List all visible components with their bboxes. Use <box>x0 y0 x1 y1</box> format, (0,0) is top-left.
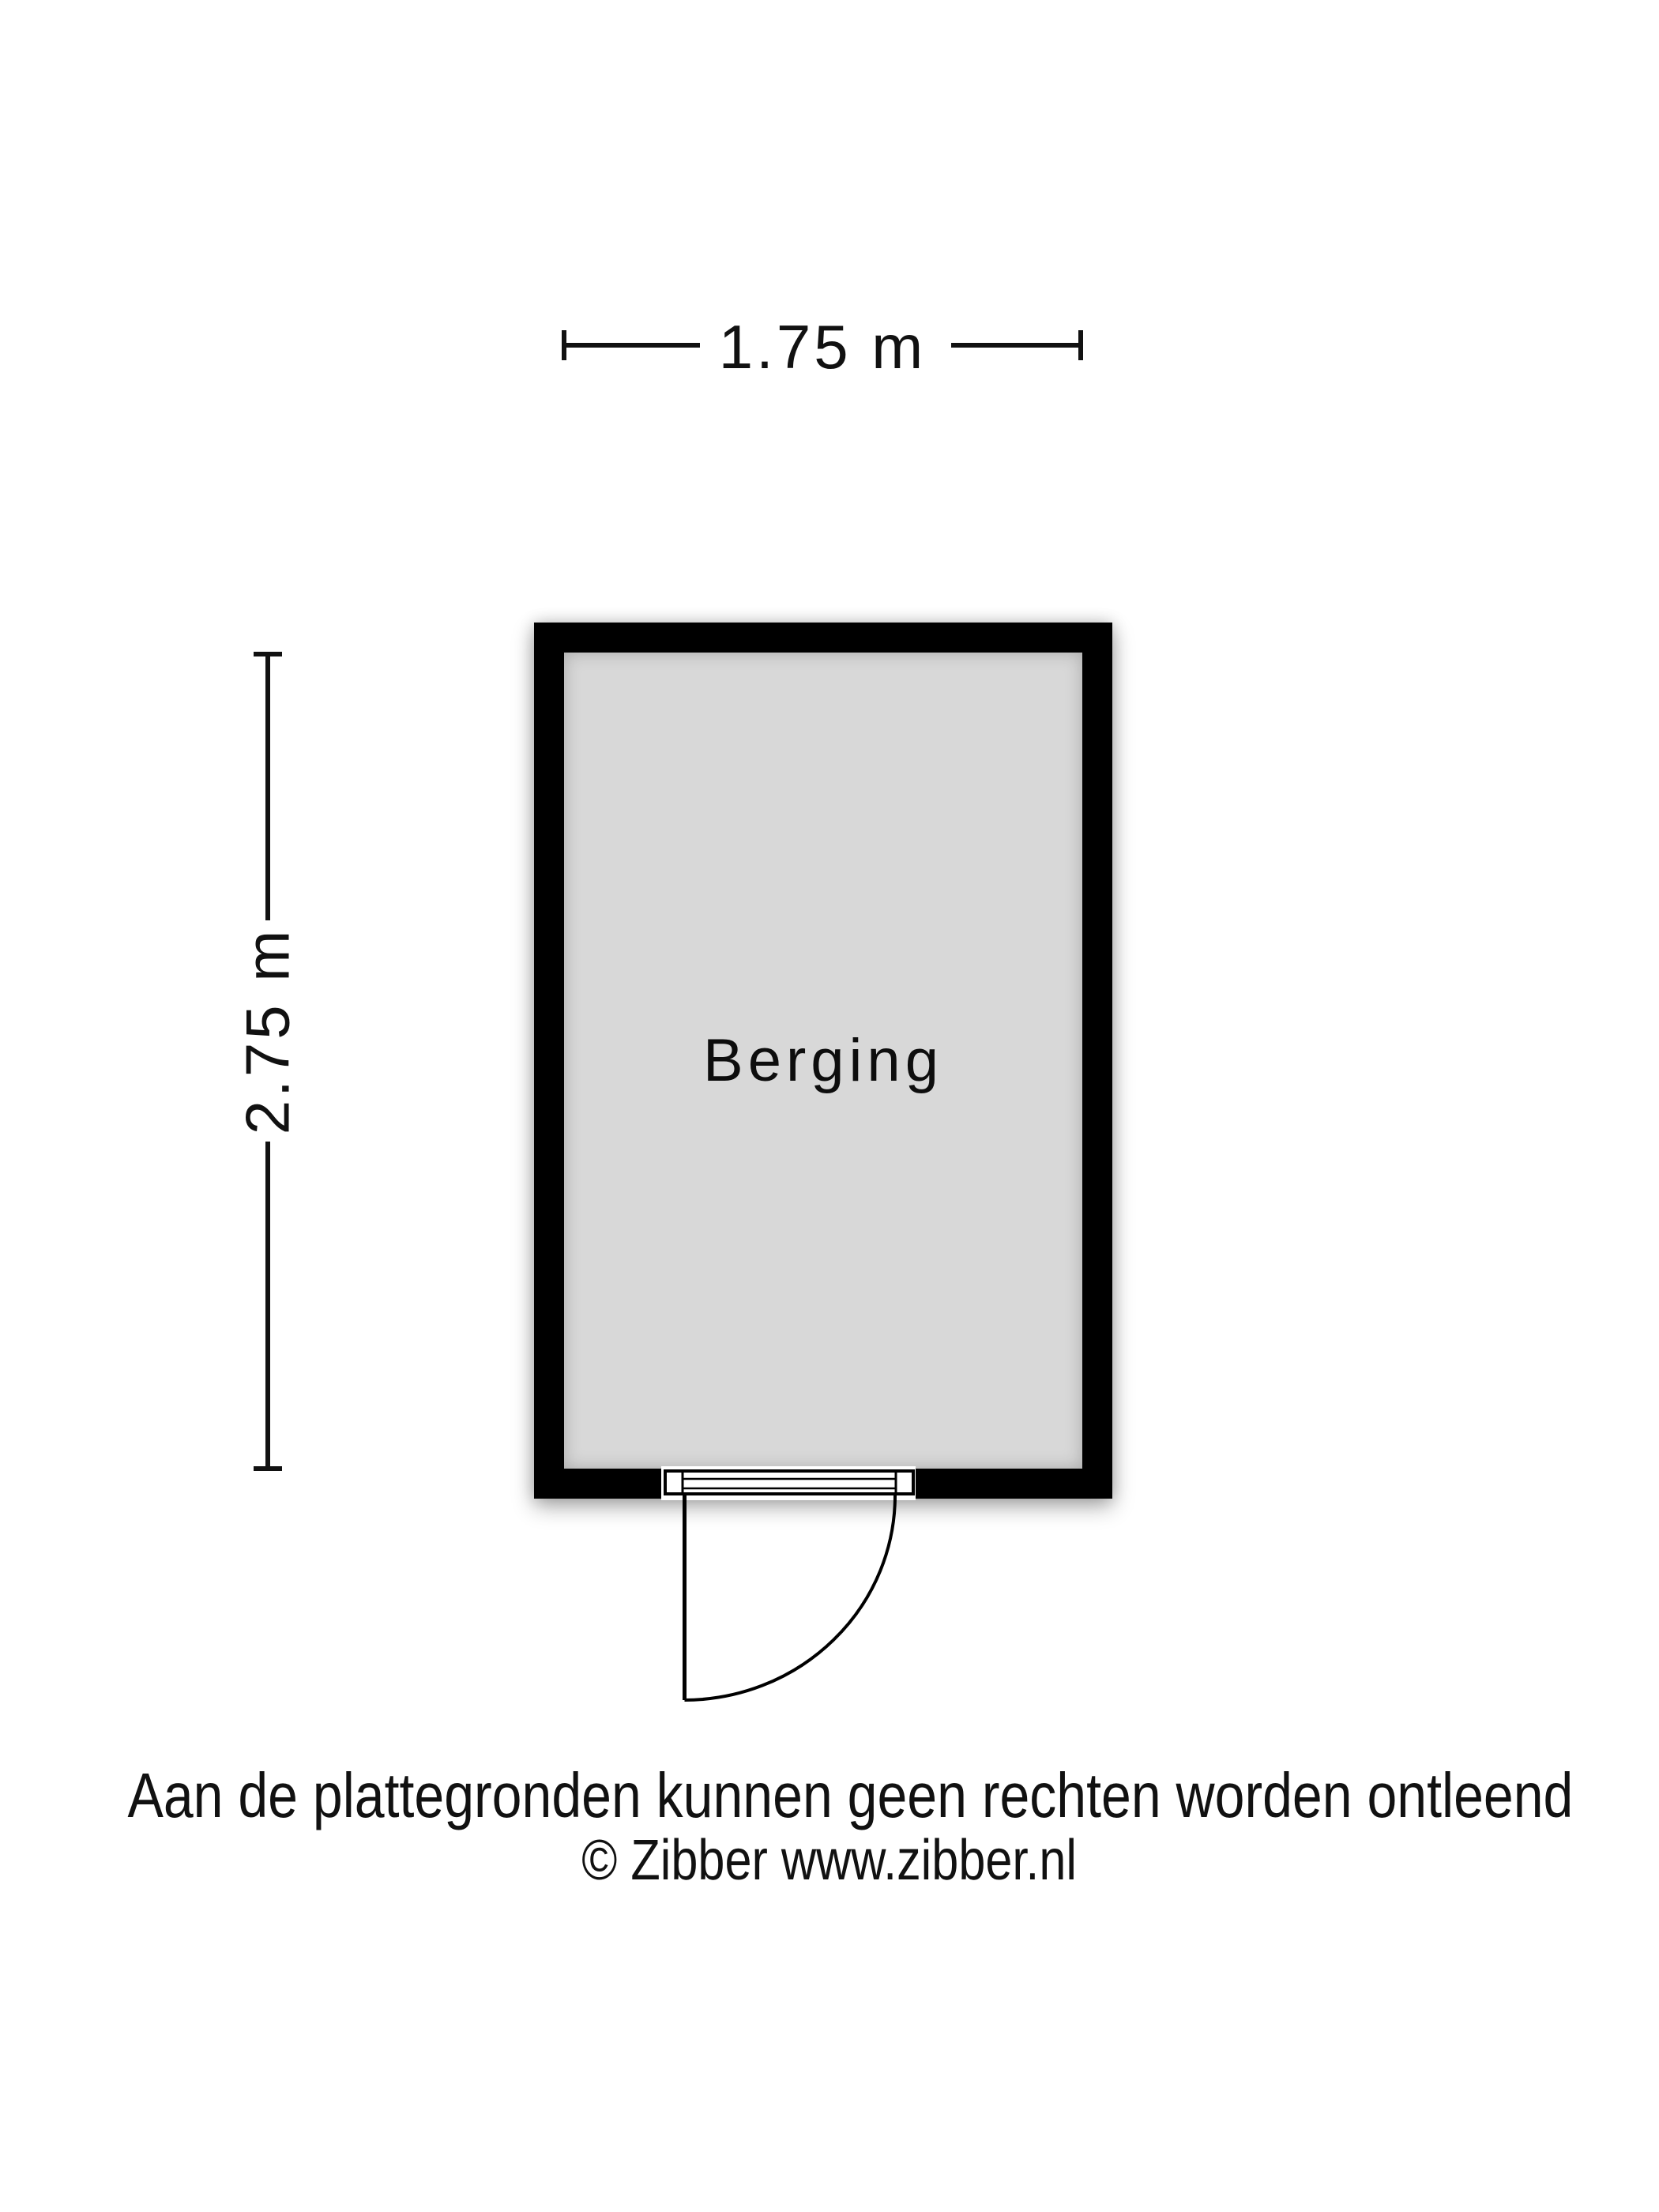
footer <box>0 1760 1659 1893</box>
dimension-top-tick-right <box>1078 330 1083 360</box>
copyright-text: © Zibber www.zibber.nl <box>581 1829 1078 1892</box>
room-walls <box>534 623 1112 1499</box>
room-label: Berging <box>703 1027 943 1094</box>
dimension-left-tick-bottom <box>254 1466 282 1471</box>
disclaimer-text: Aan de plattegronden kunnen geen rechten worden ontleend <box>127 1760 1574 1830</box>
room-floor <box>564 653 1082 1469</box>
door <box>632 1458 964 1718</box>
door-threshold <box>665 1471 913 1494</box>
dimension-top-line-right <box>951 343 1081 348</box>
door-swing-arc <box>685 1495 896 1700</box>
dimension-left-line-top <box>265 654 270 920</box>
dimension-left-line-bottom <box>265 1142 270 1469</box>
dimension-left-label: 2.75 m <box>232 927 303 1135</box>
dimension-top-label: 1.75 m <box>718 312 927 382</box>
